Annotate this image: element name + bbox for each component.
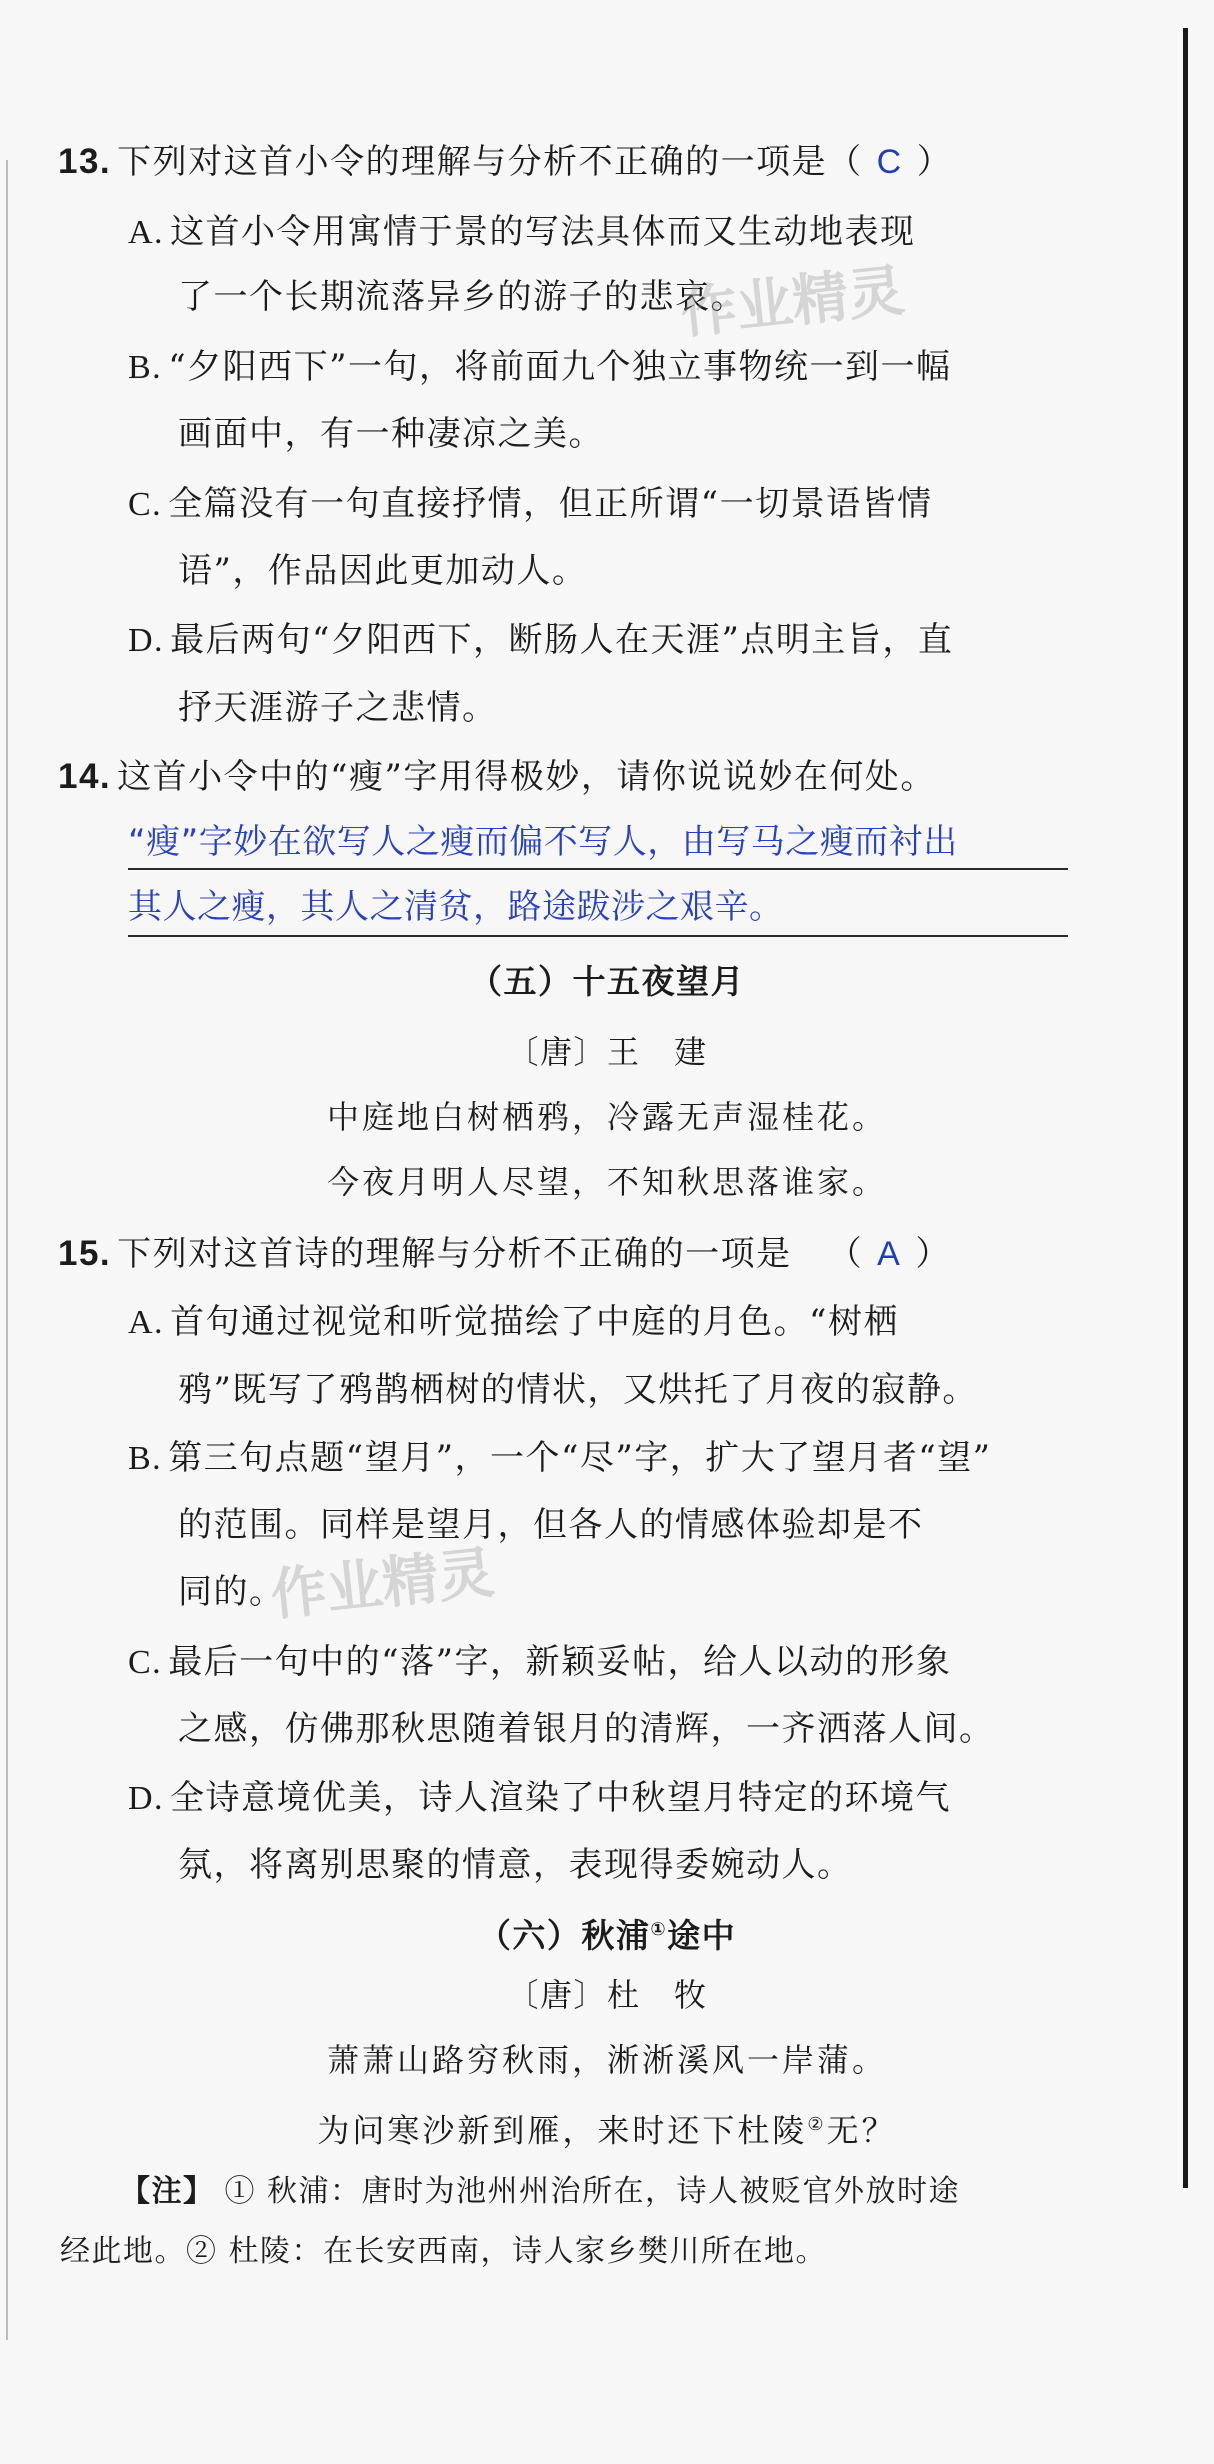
- q15-option-d-cont: 氛，将离别思聚的情意，表现得委婉动人。: [178, 1845, 853, 1885]
- q13-answer: C: [876, 143, 903, 181]
- q14-stem: 14. 这首小令中的“瘦”字用得极妙，请你说说妙在何处。: [58, 757, 936, 797]
- q15-option-d: D. 全诗意境优美，诗人渲染了中秋望月特定的环境气: [128, 1778, 952, 1818]
- q13-option-d: D. 最后两句“夕阳西下，断肠人在天涯”点明主旨，直: [128, 620, 954, 660]
- watermark: 作业精灵: [267, 1540, 498, 1629]
- poem6-verse-1: 萧萧山路穷秋雨，淅淅溪风一岸蒲。: [326, 2041, 887, 2079]
- poem6-author: 〔唐〕杜 牧: [506, 1976, 708, 2014]
- poem5-title: （五）十五夜望月: [469, 962, 745, 1001]
- poem5-verse-1: 中庭地白树栖鸦，冷露无声湿桂花。: [326, 1098, 887, 1136]
- q15-option-a: A. 首句通过视觉和听觉描绘了中庭的月色。“树栖: [128, 1302, 899, 1342]
- q13-option-b: B. “夕阳西下”一句，将前面九个独立事物统一到一幅: [128, 347, 952, 387]
- note-line-1: 【注】 ① 秋浦：唐时为池州州治所在，诗人被贬官外放时途: [120, 2174, 961, 2209]
- q15-answer: A: [877, 1235, 902, 1273]
- q13-option-a: A. 这首小令用寓情于景的写法具体而又生动地表现: [128, 212, 916, 252]
- q13-option-d-cont: 抒天涯游子之悲情。: [178, 688, 498, 728]
- q15-stem: 15. 下列对这首诗的理解与分析不正确的一项是 （ A ）: [58, 1234, 951, 1274]
- q13-stem: 13. 下列对这首小令的理解与分析不正确的一项是（ C ）: [58, 142, 953, 182]
- q15-option-b-cont-2: 同的。: [178, 1572, 285, 1612]
- q13-option-a-cont: 了一个长期流落异乡的游子的悲哀。: [178, 277, 746, 317]
- poem6-verse-2: 为问寒沙新到雁，来时还下杜陵②无？: [317, 2111, 897, 2150]
- note-tag: 【注】: [120, 2174, 215, 2209]
- note-line-2: 经此地。② 杜陵：在长安西南，诗人家乡樊川所在地。: [60, 2234, 828, 2269]
- q15-option-a-cont: 鸦”既写了鸦鹊栖树的情状，又烘托了月夜的寂静。: [178, 1370, 978, 1410]
- q14-number: 14.: [58, 757, 112, 796]
- poem5-verse-2: 今夜月明人尽望，不知秋思落谁家。: [326, 1163, 887, 1201]
- q13-number: 13.: [58, 142, 112, 181]
- q15-option-b-cont-1: 的范围。同样是望月，但各人的情感体验却是不: [178, 1505, 924, 1545]
- q15-option-c-cont: 之感，仿佛那秋思随着银月的清辉，一齐洒落人间。: [178, 1709, 995, 1749]
- q15-option-b: B. 第三句点题“望月”，一个“尽”字，扩大了望月者“望”: [128, 1438, 992, 1478]
- q15-number: 15.: [58, 1234, 112, 1273]
- answer-underline: [128, 868, 1068, 870]
- q14-answer-line-1: “瘦”字妙在欲写人之瘦而偏不写人，由写马之瘦而衬出: [128, 822, 958, 862]
- q13-option-c-cont: 语”，作品因此更加动人。: [178, 551, 588, 591]
- poem6-title: （六）秋浦①途中: [477, 1916, 737, 1955]
- poem5-author: 〔唐〕王 建: [506, 1033, 708, 1071]
- watermark: 作业精灵: [677, 258, 908, 347]
- q13-option-c: C. 全篇没有一句直接抒情，但正所谓“一切景语皆情: [128, 484, 933, 524]
- q13-option-b-cont: 画面中，有一种凄凉之美。: [178, 414, 604, 454]
- q14-answer-line-2: 其人之瘦，其人之清贫，路途跋涉之艰辛。: [128, 887, 784, 927]
- answer-underline: [128, 935, 1068, 937]
- q15-option-c: C. 最后一句中的“落”字，新颖妥帖，给人以动的形象: [128, 1642, 952, 1682]
